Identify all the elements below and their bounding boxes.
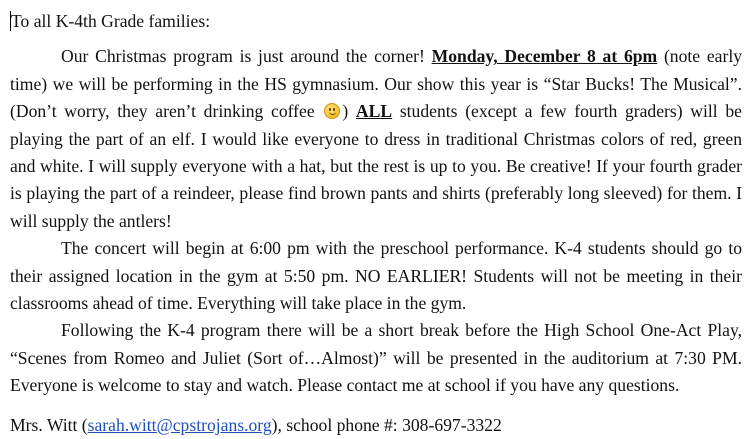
paragraph-text: (note early time) we will be performing in the HS gymnasium. Our show this year is “Star Bucks! The Musical”. (Don’t worry, they aren’t drinking coffee (10, 46, 742, 122)
greeting-text: To all K-4th Grade families: (11, 11, 211, 31)
email-link[interactable]: sarah.witt@cpstrojans.org (87, 414, 272, 435)
paragraph-program-details (10, 43, 742, 235)
program-date: Monday, December 8 at 6pm (431, 46, 658, 67)
school-phone: ), school phone #: 308-697-3322 (271, 414, 502, 435)
smiley-face-icon (324, 103, 340, 119)
paragraph-text: ) (342, 101, 356, 122)
greeting-line (10, 8, 742, 35)
paragraph-text: Our Christmas program is just around the corner! (61, 46, 432, 67)
paragraph-one-act-play: Following the K-4 program there will be a short break before the High School One-Act Play, “Scenes from Romeo and Juliet (Sort of…Almost)” will be presented in the auditorium at 7:30 PM. Everyone is welcome to stay and watch. Please contact me at school if you have any questions. (10, 320, 742, 396)
paragraph-concert-schedule: The concert will begin at 6:00 pm with the preschool performance. K-4 students should go to their assigned location in the gym at 5:50 pm. NO EARLIER! Students will not be meeting in their classrooms ahead of time. Everything will take place in the gym. (10, 238, 742, 314)
all-emphasis: ALL (355, 101, 393, 122)
paragraph-text: students (except a few fourth graders) will be playing the part of an elf. I would like everyone to dress in traditional Christmas colors of red, green and white. I will supply everyone with a hat, but the rest is up to you. Be creative! If your fourth grader is playing the part of a reindeer, please find brown pants and shirts (preferably long sleeved) for them. I will supply the antlers! (10, 101, 742, 231)
signature-line (10, 412, 742, 439)
signature-name: Mrs. Witt ( (10, 414, 88, 435)
letter-document (10, 8, 742, 439)
